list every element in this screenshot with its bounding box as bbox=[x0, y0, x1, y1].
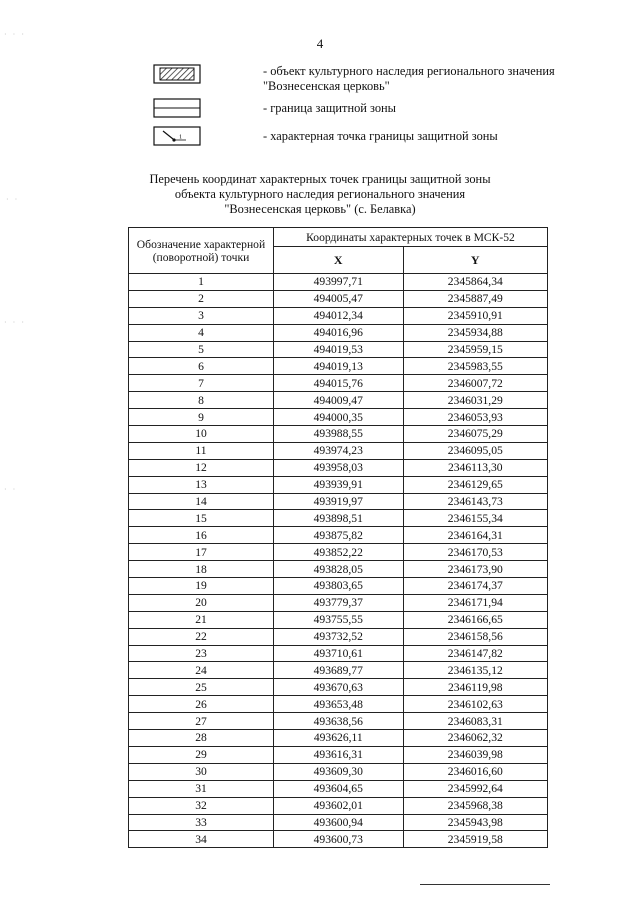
table-row bbox=[129, 594, 548, 611]
x-coordinate-cell: 493755,55 bbox=[274, 611, 404, 628]
point-number-cell: 8 bbox=[129, 392, 274, 409]
y-coordinate-cell: 2345968,38 bbox=[403, 797, 547, 814]
x-coordinate-cell: 493732,52 bbox=[274, 628, 404, 645]
x-coordinate-cell: 494005,47 bbox=[274, 290, 404, 307]
y-coordinate-cell: 2346119,98 bbox=[403, 679, 547, 696]
scan-artifact-2: · · bbox=[6, 195, 20, 204]
point-number-cell: 22 bbox=[129, 628, 274, 645]
table-row bbox=[129, 763, 548, 780]
table-row bbox=[129, 324, 548, 341]
point-number-cell: 9 bbox=[129, 409, 274, 426]
x-coordinate-cell: 493600,94 bbox=[274, 814, 404, 831]
y-coordinate-cell: 2346031,29 bbox=[403, 392, 547, 409]
point-number-cell: 4 bbox=[129, 324, 274, 341]
table-heading bbox=[0, 172, 640, 217]
y-coordinate-cell: 2346083,31 bbox=[403, 713, 547, 730]
y-coordinate-cell: 2346113,30 bbox=[403, 459, 547, 476]
y-coordinate-cell: 2346174,37 bbox=[403, 578, 547, 595]
table-row bbox=[129, 831, 548, 848]
legend-text-protective-zone: - граница защитной зоны bbox=[263, 101, 396, 115]
x-coordinate-cell: 493997,71 bbox=[274, 274, 404, 291]
legend bbox=[153, 64, 573, 150]
table-row bbox=[129, 797, 548, 814]
x-coordinate-cell: 493828,05 bbox=[274, 561, 404, 578]
table-row bbox=[129, 426, 548, 443]
x-coordinate-cell: 494019,53 bbox=[274, 341, 404, 358]
heading-line-3: "Вознесенская церковь" (с. Белавка) bbox=[224, 202, 416, 216]
y-coordinate-cell: 2345943,98 bbox=[403, 814, 547, 831]
table-row bbox=[129, 375, 548, 392]
point-number-cell: 13 bbox=[129, 476, 274, 493]
point-number-cell: 33 bbox=[129, 814, 274, 831]
legend-item-protective-zone bbox=[153, 98, 573, 122]
y-coordinate-cell: 2345864,34 bbox=[403, 274, 547, 291]
y-coordinate-cell: 2345992,64 bbox=[403, 780, 547, 797]
x-coordinate-cell: 493958,03 bbox=[274, 459, 404, 476]
y-coordinate-cell: 2345934,88 bbox=[403, 324, 547, 341]
x-coordinate-cell: 493653,48 bbox=[274, 696, 404, 713]
x-coordinate-cell: 493919,97 bbox=[274, 493, 404, 510]
point-number-cell: 26 bbox=[129, 696, 274, 713]
characteristic-point-icon bbox=[153, 126, 201, 146]
x-coordinate-cell: 493988,55 bbox=[274, 426, 404, 443]
point-number-cell: 6 bbox=[129, 358, 274, 375]
point-number-cell: 27 bbox=[129, 713, 274, 730]
y-coordinate-cell: 2346164,31 bbox=[403, 527, 547, 544]
point-number-cell: 1 bbox=[129, 274, 274, 291]
table-row bbox=[129, 628, 548, 645]
table-row bbox=[129, 409, 548, 426]
y-coordinate-cell: 2345919,58 bbox=[403, 831, 547, 848]
footer-rule bbox=[420, 884, 550, 885]
point-number-cell: 19 bbox=[129, 578, 274, 595]
table-row bbox=[129, 476, 548, 493]
table-row bbox=[129, 527, 548, 544]
table-row bbox=[129, 696, 548, 713]
table-row bbox=[129, 442, 548, 459]
x-coordinate-cell: 493670,63 bbox=[274, 679, 404, 696]
y-coordinate-cell: 2346166,65 bbox=[403, 611, 547, 628]
x-coordinate-cell: 493638,56 bbox=[274, 713, 404, 730]
y-coordinate-cell: 2346039,98 bbox=[403, 746, 547, 763]
legend-text-heritage-object: - объект культурного наследия регионального значения "Вознесенская церковь" bbox=[263, 64, 555, 93]
table-row bbox=[129, 814, 548, 831]
x-coordinate-cell: 494015,76 bbox=[274, 375, 404, 392]
y-coordinate-cell: 2346143,73 bbox=[403, 493, 547, 510]
x-coordinate-cell: 493974,23 bbox=[274, 442, 404, 459]
y-coordinate-cell: 2346129,65 bbox=[403, 476, 547, 493]
point-number-cell: 30 bbox=[129, 763, 274, 780]
table-row bbox=[129, 493, 548, 510]
hatched-rectangle-icon bbox=[153, 64, 201, 84]
x-coordinate-cell: 494000,35 bbox=[274, 409, 404, 426]
point-number-cell: 17 bbox=[129, 544, 274, 561]
point-number-cell: 34 bbox=[129, 831, 274, 848]
table-row bbox=[129, 679, 548, 696]
boundary-rectangle-icon bbox=[153, 98, 201, 118]
x-coordinate-cell: 493689,77 bbox=[274, 662, 404, 679]
x-coordinate-cell: 493602,01 bbox=[274, 797, 404, 814]
table-row bbox=[129, 730, 548, 747]
y-coordinate-cell: 2346075,29 bbox=[403, 426, 547, 443]
scan-artifact-4: · · bbox=[4, 485, 18, 494]
point-number-cell: 16 bbox=[129, 527, 274, 544]
x-coordinate-cell: 493626,11 bbox=[274, 730, 404, 747]
point-number-cell: 21 bbox=[129, 611, 274, 628]
x-coordinate-cell: 493600,73 bbox=[274, 831, 404, 848]
point-number-cell: 25 bbox=[129, 679, 274, 696]
point-number-cell: 3 bbox=[129, 307, 274, 324]
x-coordinate-cell: 493604,65 bbox=[274, 780, 404, 797]
x-coordinate-cell: 493616,31 bbox=[274, 746, 404, 763]
y-coordinate-cell: 2346062,32 bbox=[403, 730, 547, 747]
point-number-cell: 15 bbox=[129, 510, 274, 527]
point-number-cell: 18 bbox=[129, 561, 274, 578]
table-row bbox=[129, 307, 548, 324]
table-row bbox=[129, 544, 548, 561]
y-coordinate-cell: 2345959,15 bbox=[403, 341, 547, 358]
y-coordinate-cell: 2345983,55 bbox=[403, 358, 547, 375]
point-symbol-label: 1 bbox=[179, 133, 183, 141]
x-coordinate-cell: 493852,22 bbox=[274, 544, 404, 561]
y-coordinate-cell: 2345887,49 bbox=[403, 290, 547, 307]
table-row bbox=[129, 780, 548, 797]
point-number-cell: 31 bbox=[129, 780, 274, 797]
heading-line-1: Перечень координат характерных точек границы защитной зоны bbox=[149, 172, 491, 186]
x-coordinate-cell: 493803,65 bbox=[274, 578, 404, 595]
y-coordinate-cell: 2346147,82 bbox=[403, 645, 547, 662]
point-number-cell: 11 bbox=[129, 442, 274, 459]
legend-item-heritage-object bbox=[153, 64, 573, 93]
table-row bbox=[129, 645, 548, 662]
point-number-cell: 2 bbox=[129, 290, 274, 307]
y-coordinate-cell: 2346171,94 bbox=[403, 594, 547, 611]
y-coordinate-cell: 2346135,12 bbox=[403, 662, 547, 679]
table-row bbox=[129, 510, 548, 527]
table-row bbox=[129, 662, 548, 679]
y-coordinate-cell: 2345910,91 bbox=[403, 307, 547, 324]
coordinates-group-header: Координаты характерных точек в МСК-52 bbox=[274, 228, 548, 247]
y-coordinate-cell: 2346170,53 bbox=[403, 544, 547, 561]
table-row bbox=[129, 459, 548, 476]
point-number-cell: 5 bbox=[129, 341, 274, 358]
y-coordinate-cell: 2346158,56 bbox=[403, 628, 547, 645]
point-number-cell: 32 bbox=[129, 797, 274, 814]
point-number-cell: 24 bbox=[129, 662, 274, 679]
coordinates-table bbox=[128, 227, 548, 848]
y-coordinate-cell: 2346053,93 bbox=[403, 409, 547, 426]
table-row bbox=[129, 578, 548, 595]
point-number-cell: 7 bbox=[129, 375, 274, 392]
y-coordinate-cell: 2346102,63 bbox=[403, 696, 547, 713]
table-row bbox=[129, 358, 548, 375]
x-coordinate-cell: 493939,91 bbox=[274, 476, 404, 493]
x-coordinate-cell: 493609,30 bbox=[274, 763, 404, 780]
table-row bbox=[129, 341, 548, 358]
x-coordinate-cell: 494016,96 bbox=[274, 324, 404, 341]
x-coordinate-cell: 493710,61 bbox=[274, 645, 404, 662]
x-coordinate-cell: 493779,37 bbox=[274, 594, 404, 611]
table-row bbox=[129, 611, 548, 628]
point-number-cell: 12 bbox=[129, 459, 274, 476]
legend-text-characteristic-point: - характерная точка границы защитной зоны bbox=[263, 129, 498, 143]
y-coordinate-cell: 2346016,60 bbox=[403, 763, 547, 780]
y-coordinate-cell: 2346155,34 bbox=[403, 510, 547, 527]
y-coordinate-cell: 2346007,72 bbox=[403, 375, 547, 392]
x-coordinate-cell: 494012,34 bbox=[274, 307, 404, 324]
table-row bbox=[129, 746, 548, 763]
table-row bbox=[129, 713, 548, 730]
point-number-cell: 20 bbox=[129, 594, 274, 611]
point-number-cell: 28 bbox=[129, 730, 274, 747]
table-row bbox=[129, 392, 548, 409]
y-coordinate-cell: 2346173,90 bbox=[403, 561, 547, 578]
table-row bbox=[129, 274, 548, 291]
point-number-cell: 29 bbox=[129, 746, 274, 763]
point-designation-header: Обозначение характерной (поворотной) точки bbox=[129, 228, 274, 274]
y-coordinate-cell: 2346095,05 bbox=[403, 442, 547, 459]
x-coordinate-cell: 493875,82 bbox=[274, 527, 404, 544]
point-number-cell: 23 bbox=[129, 645, 274, 662]
page-number: 4 bbox=[316, 36, 324, 51]
table-row bbox=[129, 561, 548, 578]
x-coordinate-cell: 494009,47 bbox=[274, 392, 404, 409]
table-row bbox=[129, 290, 548, 307]
heading-line-2: объекта культурного наследия регионального значения bbox=[174, 187, 466, 201]
y-column-header: Y bbox=[403, 247, 547, 274]
x-coordinate-cell: 494019,13 bbox=[274, 358, 404, 375]
legend-item-characteristic-point bbox=[153, 126, 573, 150]
x-column-header: X bbox=[274, 247, 404, 274]
point-number-cell: 14 bbox=[129, 493, 274, 510]
scan-artifact-1: · · · bbox=[4, 30, 26, 39]
scan-artifact-3: · · · bbox=[4, 318, 26, 327]
point-number-cell: 10 bbox=[129, 426, 274, 443]
x-coordinate-cell: 493898,51 bbox=[274, 510, 404, 527]
